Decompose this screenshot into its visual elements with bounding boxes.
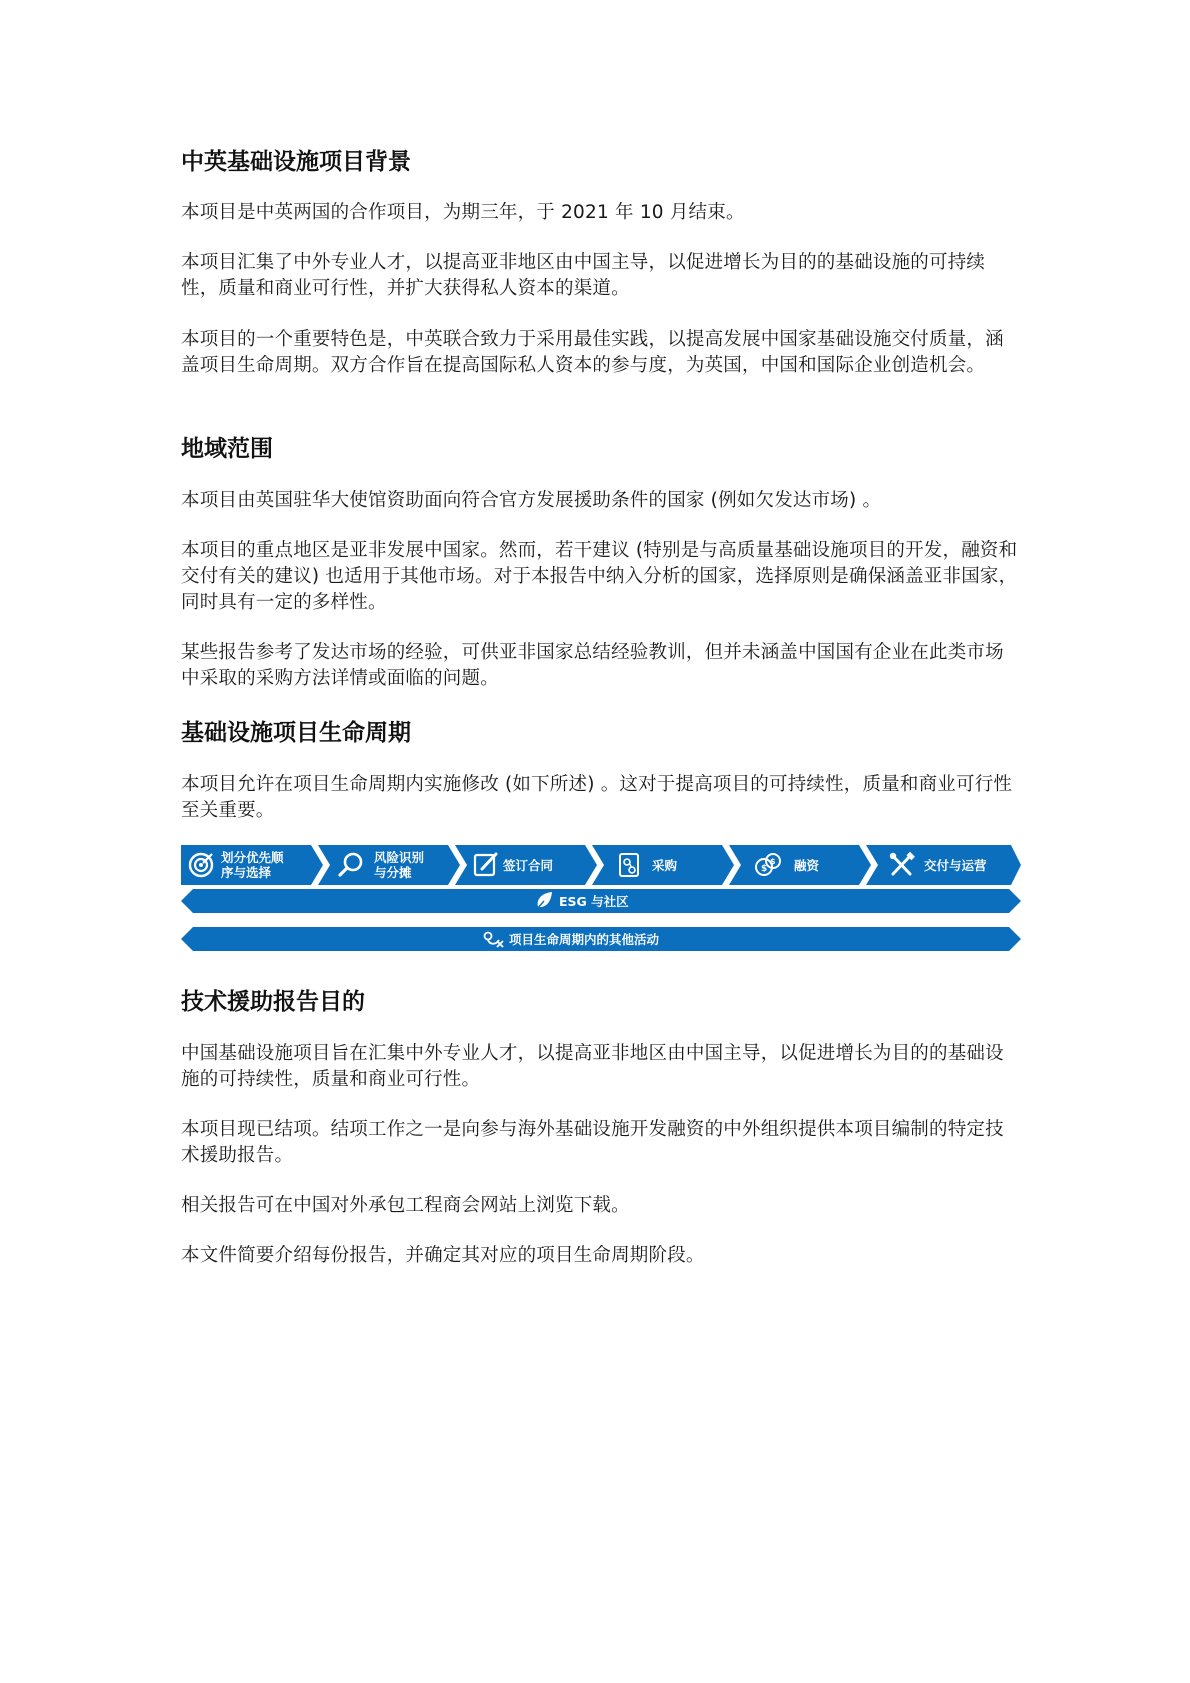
lifecycle-step-2 [318, 845, 460, 885]
paragraph: 本项目允许在项目生命周期内实施修改 (如下所述) 。这对于提高项目的可持续性，质量和商业可行性至关重要。 [181, 774, 1013, 821]
paragraph: 本文件简要介绍每份报告，并确定其对应的项目生命周期阶段。 [181, 1245, 705, 1266]
paragraph: 中国基础设施项目旨在汇集中外专业人才，以提高亚非地区由中国主导，以促进增长为目的的基础设施的可持续性，质量和商业可行性。 [181, 1043, 1004, 1090]
svg-text:$: $ [761, 864, 768, 874]
paragraph: 相关报告可在中国对外承包工程商会网站上浏览下载。 [181, 1195, 630, 1216]
paragraph: 本项目的重点地区是亚非发展中国家。然而，若干建议 (特别是与高质量基础设施项目的开发，融资和交付有关的建议) 也适用于其他市场。对于本报告中纳入分析的国家，选择原则是确保涵盖亚非国家，同时具有一定的多样性。 [181, 540, 1018, 613]
bar-label: ESG 与社区 [559, 894, 629, 909]
paragraph: 本项目由英国驻华大使馆资助面向符合官方发展援助条件的国家 (例如欠发达市场) 。 [181, 490, 882, 511]
lifecycle-bar-activities [181, 927, 1021, 951]
lifecycle-bar-esg [181, 889, 1021, 913]
section-heading-purpose: 技术援助报告目的 [181, 989, 365, 1015]
section-heading-background: 中英基础设施项目背景 [181, 149, 411, 175]
paragraph: 本项目是中英两国的合作项目，为期三年，于 2021 年 10 月结束。 [181, 202, 745, 223]
step-label-line1: 划分优先顺 [221, 850, 284, 865]
step-label-line1: 风险识别 [374, 850, 425, 865]
lifecycle-step-6 [866, 845, 1021, 885]
lifecycle-diagram [181, 845, 1021, 963]
lifecycle-step-4 [592, 845, 734, 885]
paragraph: 本项目汇集了中外专业人才，以提高亚非地区由中国主导，以促进增长为目的的基础设施的可持续性，质量和商业可行性，并扩大获得私人资本的渠道。 [181, 252, 986, 299]
step-label: 签订合同 [503, 858, 554, 873]
step-label-line2: 与分摊 [374, 865, 412, 880]
section-heading-lifecycle: 基础设施项目生命周期 [181, 720, 411, 746]
lifecycle-step-1 [181, 845, 323, 885]
paragraph: 本项目的一个重要特色是，中英联合致力于采用最佳实践，以提高发展中国家基础设施交付质量，涵盖项目生命周期。双方合作旨在提高国际私人资本的参与度，为英国，中国和国际企业创造机会。 [181, 329, 1004, 376]
lifecycle-step-5 [729, 845, 871, 885]
section-heading-scope: 地域范围 [181, 436, 273, 462]
paragraph: 本项目现已结项。结项工作之一是向参与海外基础设施开发融资的中外组织提供本项目编制的特定技术援助报告。 [181, 1119, 1004, 1166]
lifecycle-step-3 [455, 845, 597, 885]
step-label: 融资 [794, 858, 820, 873]
step-label: 交付与运营 [924, 858, 987, 873]
bar-label: 项目生命周期内的其他活动 [509, 932, 660, 947]
svg-text:$: $ [770, 857, 776, 866]
step-label-line2: 序与选择 [221, 865, 272, 880]
paragraph: 某些报告参考了发达市场的经验，可供亚非国家总结经验教训，但并未涵盖中国国有企业在此类市场中采取的采购方法详情或面临的问题。 [181, 642, 1004, 689]
step-label: 采购 [652, 858, 678, 873]
